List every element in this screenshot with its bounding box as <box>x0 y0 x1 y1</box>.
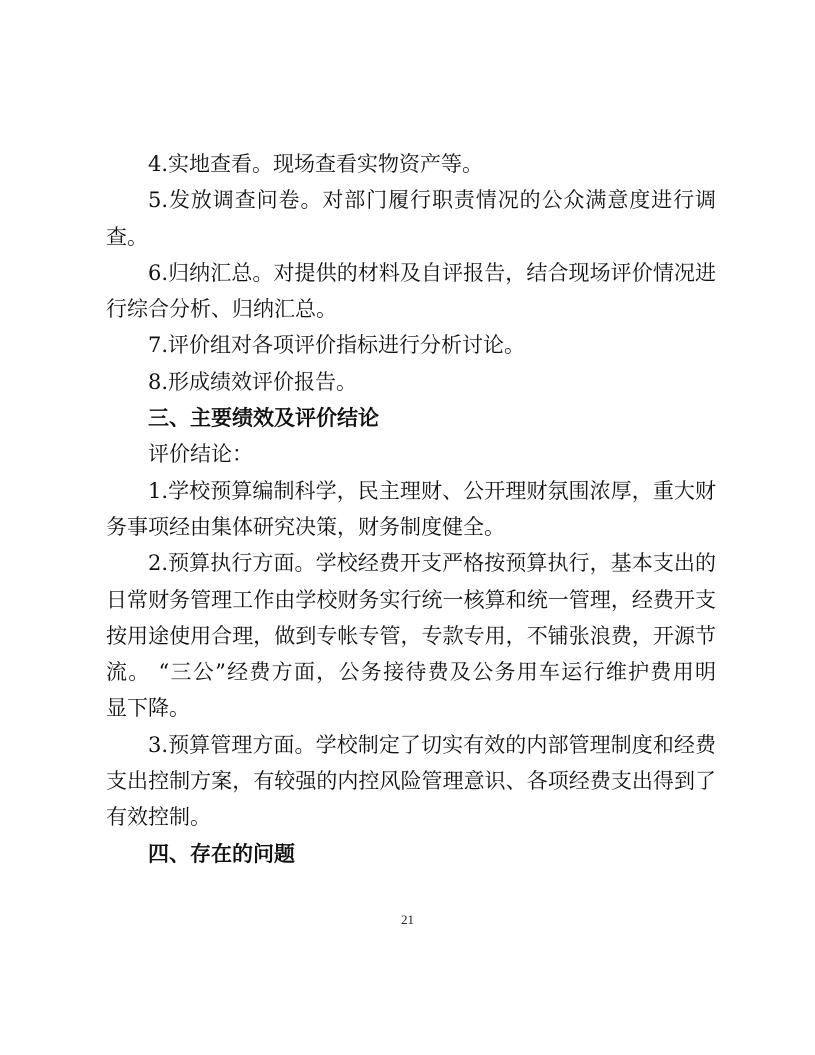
paragraph-item-4: 4.实地查看。现场查看实物资产等。 <box>148 152 484 176</box>
conclusion-item-2-line4: 流。 “三公”经费方面，公务接待费及公务用车运行维护费用明 <box>106 660 716 685</box>
conclusion-item-3-line2: 支出控制方案，有较强的内控风险管理意识、各项经费支出得到了 <box>106 769 716 794</box>
conclusion-item-3: 3.预算管理方面。学校制定了切实有效的内部管理制度和经费 <box>148 732 716 757</box>
conclusion-item-2-line2: 日常财务管理工作由学校财务实行统一核算和统一管理，经费开支 <box>106 587 716 612</box>
conclusion-item-2: 2.预算执行方面。学校经费开支严格按预算执行，基本支出的 <box>148 551 716 576</box>
conclusion-item-3-line3: 有效控制。 <box>106 805 211 830</box>
page-number: 21 <box>401 912 414 927</box>
conclusion-item-2-line3: 按用途使用合理，做到专帐专管，专款专用，不铺张浪费，开源节 <box>106 623 716 648</box>
conclusion-item-1-cont: 务事项经由集体研究决策，财务制度健全。 <box>106 514 505 539</box>
paragraph-item-7: 7.评价组对各项评价指标进行分析讨论。 <box>148 333 526 358</box>
conclusion-label: 评价结论： <box>148 442 253 467</box>
body-text <box>106 146 716 872</box>
paragraph-item-5-cont: 查。 <box>106 224 148 249</box>
paragraph-item-8: 8.形成绩效评价报告。 <box>148 369 358 394</box>
paragraph-item-6: 6.归纳汇总。对提供的材料及自评报告，结合现场评价情况进 <box>148 260 716 285</box>
section-heading-4: 四、存在的问题 <box>148 841 295 866</box>
paragraph-item-6-cont: 行综合分析、归纳汇总。 <box>106 297 337 322</box>
section-heading-3: 三、主要绩效及评价结论 <box>148 406 379 431</box>
paragraph-item-5: 5.发放调查问卷。对部门履行职责情况的公众满意度进行调 <box>148 188 716 213</box>
conclusion-item-1: 1.学校预算编制科学，民主理财、公开理财氛围浓厚，重大财 <box>148 478 716 503</box>
conclusion-item-2-line5: 显下降。 <box>106 696 190 721</box>
